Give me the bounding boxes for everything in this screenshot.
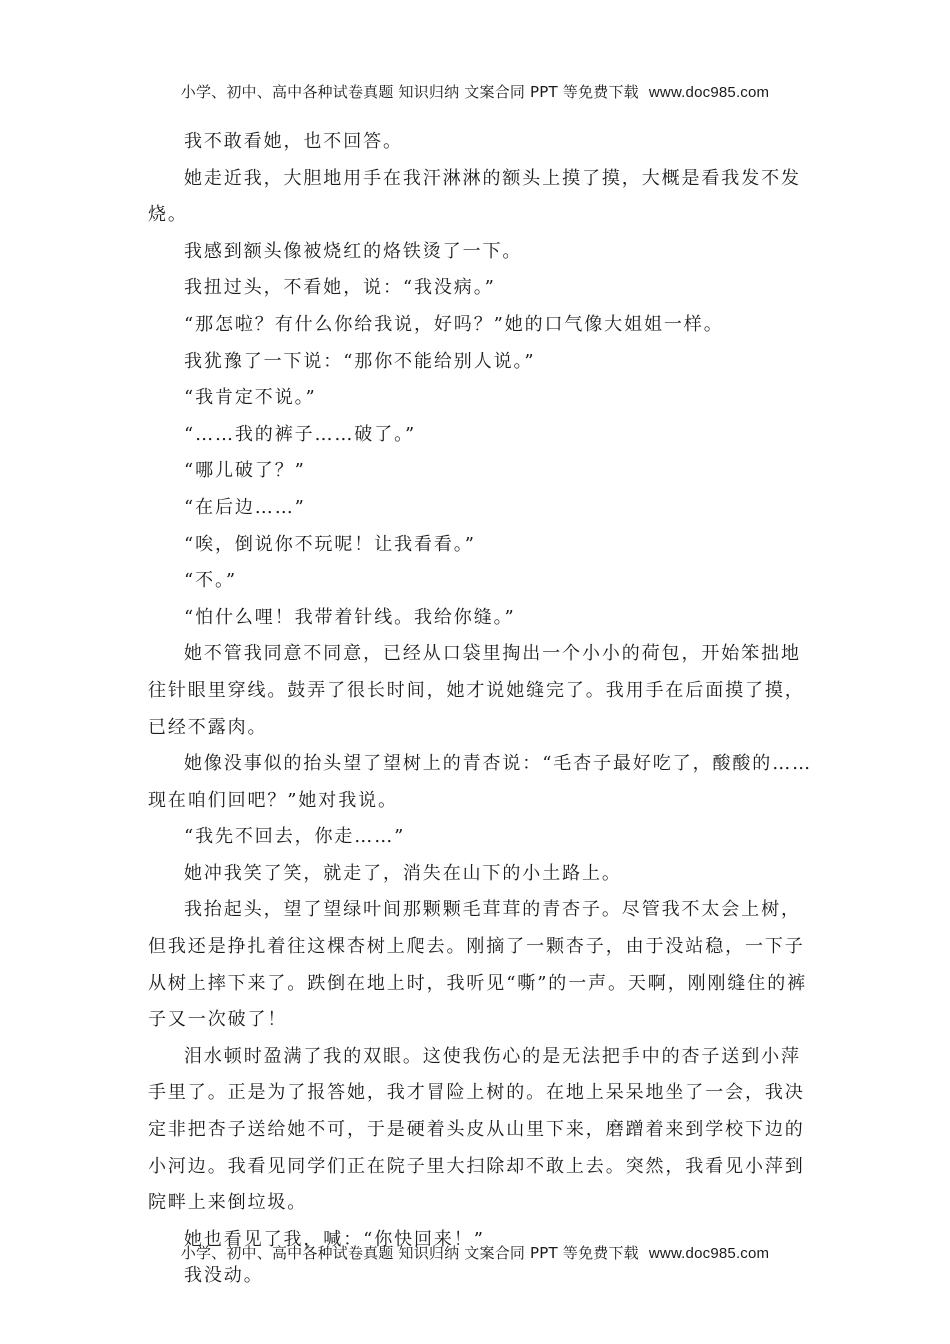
article-body [148, 124, 812, 1295]
paragraph: “那怎啦？有什么你给我说，好吗？”她的口气像大姐姐一样。 [184, 313, 724, 335]
paragraph: 她也看见了我，喊：“你快回来！” [184, 1228, 485, 1250]
paragraph: “怕什么哩！我带着针线。我给你缝。” [184, 606, 516, 628]
paragraph: “在后边……” [184, 496, 306, 518]
footer-site-link[interactable]: www.doc985.com [648, 1245, 770, 1262]
header-text: 小学、初中、高中各种试卷真题 知识归纳 文案合同 PPT 等免费下载 [180, 83, 639, 101]
paragraph: 她像没事似的抬头望了望树上的青杏说：“毛杏子最好吃了，酸酸的……现在咱们回吧？”她对我说。 [148, 753, 812, 811]
paragraph: 我抬起头，望了望绿叶间那颗颗毛茸茸的青杏子。尽管我不太会上树，但我还是挣扎着往这棵杏树上爬去。刚摘了一颗杏子，由于没站稳，一下子从树上摔下来了。跌倒在地上时，我听见“嘶”的一声。天啊，刚刚缝住的裤子又一次破了！ [148, 899, 808, 1031]
paragraph: “我先不回去，你走……” [184, 826, 406, 848]
header-site-link[interactable]: www.doc985.com [648, 84, 770, 101]
paragraph: “……我的裤子……破了。” [184, 423, 417, 445]
paragraph: 我不敢看她，也不回答。 [184, 131, 403, 152]
footer-text: 小学、初中、高中各种试卷真题 知识归纳 文案合同 PPT 等免费下载 [180, 1244, 639, 1262]
page-footer [0, 1243, 950, 1264]
paragraph: 泪水顿时盈满了我的双眼。这使我伤心的是无法把手中的杏子送到小萍手里了。正是为了报答她，我才冒险上树的。在地上呆呆地坐了一会，我决定非把杏子送给她不可，于是硬着头皮从山里下来，磨蹭着来到学校下边的小河边。我看见同学们正在院子里大扫除却不敢上去。突然，我看见小萍到院畔上来倒垃圾。 [148, 1045, 805, 1214]
paragraph: 她冲我笑了笑，就走了，消失在山下的小土路上。 [184, 862, 622, 884]
paragraph: “唉，倒说你不玩呢！让我看看。” [184, 533, 476, 555]
paragraph: 我扭过头，不看她，说：“我没病。” [184, 277, 496, 299]
page-header [0, 82, 950, 103]
paragraph: “我肯定不说。” [184, 387, 317, 409]
paragraph: 我没动。 [184, 1265, 264, 1287]
paragraph: 我犹豫了一下说：“那你不能给别人说。” [184, 350, 536, 372]
paragraph: 她走近我，大胆地用手在我汗淋淋的额头上摸了摸，大概是看我发不发烧。 [148, 167, 801, 226]
paragraph: 她不管我同意不同意，已经从口袋里掏出一个小小的荷包，开始笨拙地往针眼里穿线。鼓弄了很长时间，她才说她缝完了。我用手在后面摸了摸，已经不露肉。 [148, 643, 805, 738]
paragraph: “不。” [184, 570, 238, 592]
paragraph: 我感到额头像被烧红的烙铁烫了一下。 [184, 240, 523, 262]
paragraph: “哪儿破了？” [184, 460, 306, 482]
